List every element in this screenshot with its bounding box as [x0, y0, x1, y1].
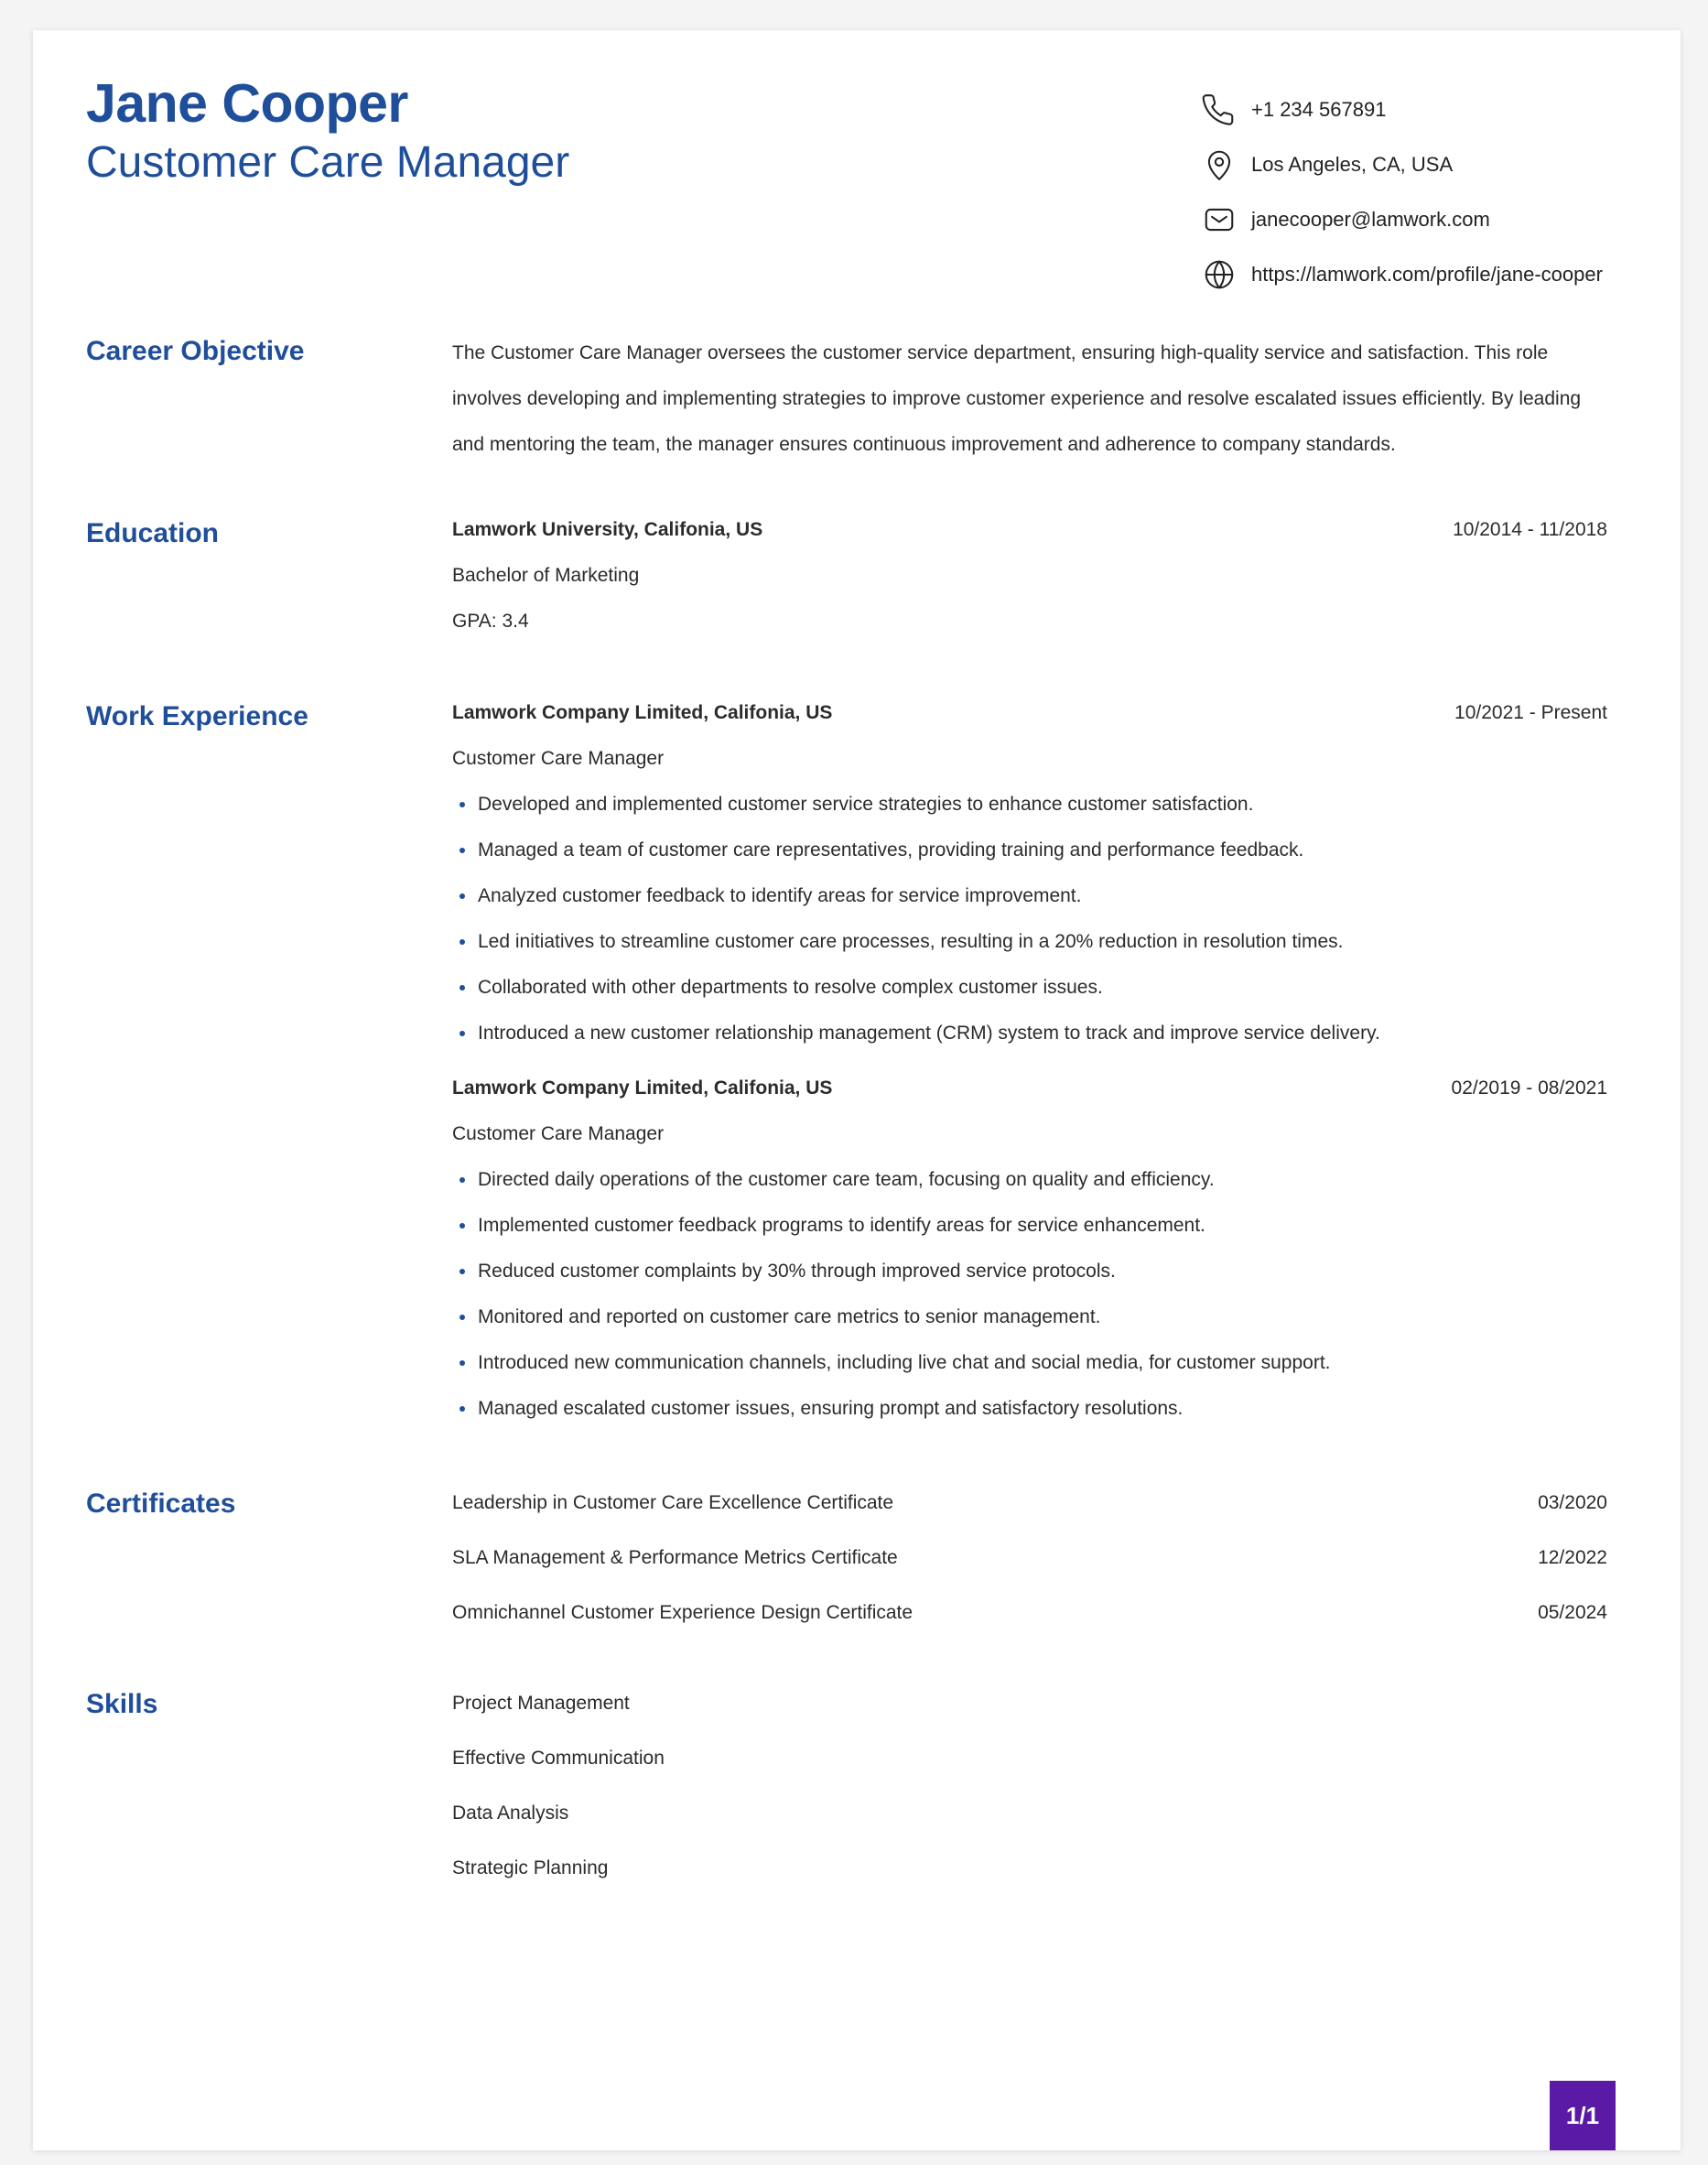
list-item	[452, 828, 1607, 873]
candidate-name: Jane Cooper	[86, 73, 408, 134]
education-header-row	[452, 507, 1607, 553]
bullet-dot	[459, 1269, 465, 1274]
list-item	[452, 1294, 1607, 1340]
certificate-row	[452, 1586, 1607, 1640]
bullet-text: Developed and implemented customer service strategies to enhance customer satisfaction.	[478, 794, 1254, 815]
phone-text[interactable]: +1 234 567891	[1251, 98, 1387, 121]
list-item	[452, 965, 1607, 1011]
list-item	[452, 873, 1607, 919]
bullet-text: Analyzed customer feedback to identify areas for service improvement.	[478, 885, 1082, 906]
job-header-row	[452, 1066, 1607, 1111]
work-experience-body	[452, 690, 1607, 1441]
list-item	[452, 1011, 1607, 1056]
job-bullets	[452, 1157, 1607, 1432]
job-dates: 10/2021 - Present	[1454, 702, 1607, 723]
list-item	[452, 1340, 1607, 1386]
school-name: Lamwork University, Califonia, US	[452, 519, 763, 540]
career-objective-body	[452, 336, 1607, 468]
certificate-name: Leadership in Customer Care Excellence Certificate	[452, 1492, 894, 1513]
location-text: Los Angeles, CA, USA	[1251, 153, 1454, 176]
list-item	[452, 782, 1607, 828]
degree: Bachelor of Marketing	[452, 565, 640, 586]
contact-email	[1202, 192, 1641, 247]
certificate-date: 12/2022	[1538, 1547, 1607, 1568]
job-role: Customer Care Manager	[452, 1123, 665, 1144]
skills-body	[452, 1676, 1607, 1896]
certificate-name: SLA Management & Performance Metrics Certificate	[452, 1547, 898, 1568]
contact-phone	[1202, 82, 1641, 137]
bullet-dot	[459, 939, 465, 945]
job-company: Lamwork Company Limited, Califonia, US	[452, 1077, 833, 1099]
work-experience-heading: Work Experience	[86, 701, 308, 731]
job-entry	[452, 1066, 1607, 1432]
email-text[interactable]: janecooper@lamwork.com	[1251, 208, 1490, 231]
list-item	[452, 1203, 1607, 1249]
phone-icon	[1202, 92, 1237, 127]
contact-website	[1202, 247, 1641, 302]
education-heading: Education	[86, 518, 220, 548]
list-item	[452, 1157, 1607, 1203]
bullet-text: Collaborated with other departments to resolve complex customer issues.	[478, 977, 1103, 998]
bullet-text: Reduced customer complaints by 30% through improved service protocols.	[478, 1261, 1116, 1282]
bullet-dot	[459, 1315, 465, 1320]
bullet-text: Led initiatives to streamline customer care processes, resulting in a 20% reduction in resolution times.	[478, 931, 1344, 952]
bullet-text: Introduced new communication channels, including live chat and social media, for customer support.	[478, 1352, 1331, 1373]
bullet-text: Directed daily operations of the customer care team, focusing on quality and efficiency.	[478, 1169, 1215, 1190]
bullet-dot	[459, 1177, 465, 1183]
bullet-dot	[459, 802, 465, 807]
skill-item: Effective Communication	[452, 1748, 665, 1769]
list-item	[452, 1249, 1607, 1294]
bullet-dot	[459, 893, 465, 899]
website-link[interactable]: https://lamwork.com/profile/jane-cooper	[1251, 263, 1603, 286]
contact-list	[1202, 82, 1641, 302]
list-item	[452, 919, 1607, 965]
bullet-dot	[459, 1360, 465, 1366]
job-company: Lamwork Company Limited, Califonia, US	[452, 702, 833, 723]
bullet-text: Managed escalated customer issues, ensuring prompt and satisfactory resolutions.	[478, 1398, 1184, 1419]
skill-item: Data Analysis	[452, 1802, 569, 1824]
career-objective-text: The Customer Care Manager oversees the customer service department, ensuring high-quality service and satisfaction. This role involves developing and implementing strategies to improve customer experience and resolve escalated issues efficiently. By leading and mentoring the team, the manager ensures continuous improvement and adherence to company standards.	[452, 342, 1582, 455]
certificate-name: Omnichannel Customer Experience Design Certificate	[452, 1602, 913, 1623]
bullet-dot	[459, 1406, 465, 1412]
education-dates: 10/2014 - 11/2018	[1453, 519, 1607, 540]
job-bullets	[452, 782, 1607, 1056]
certificate-row	[452, 1531, 1607, 1586]
job-dates: 02/2019 - 08/2021	[1451, 1077, 1607, 1099]
certificate-date: 03/2020	[1538, 1492, 1607, 1513]
certificate-date: 05/2024	[1538, 1602, 1607, 1623]
bullet-text: Implemented customer feedback programs to identify areas for service enhancement.	[478, 1215, 1205, 1236]
bullet-dot	[459, 1223, 465, 1229]
location-pin-icon	[1202, 147, 1237, 182]
skill-item: Project Management	[452, 1693, 630, 1714]
globe-icon	[1202, 257, 1237, 292]
certificate-row	[452, 1476, 1607, 1531]
bullet-dot	[459, 985, 465, 990]
bullet-text: Monitored and reported on customer care metrics to senior management.	[478, 1306, 1101, 1327]
skill-item: Strategic Planning	[452, 1857, 609, 1878]
bullet-text: Introduced a new customer relationship management (CRM) system to track and improve service delivery.	[478, 1023, 1380, 1044]
resume-page	[33, 30, 1681, 2150]
list-item	[452, 1386, 1607, 1432]
envelope-icon	[1202, 202, 1237, 237]
gpa: GPA: 3.4	[452, 611, 529, 632]
job-entry	[452, 690, 1607, 1056]
job-role: Customer Care Manager	[452, 748, 665, 769]
education-body	[452, 507, 1607, 644]
bullet-text: Managed a team of customer care representatives, providing training and performance feedback.	[478, 839, 1304, 861]
certificates-body	[452, 1476, 1607, 1640]
candidate-title: Customer Care Manager	[86, 138, 570, 187]
bullet-dot	[459, 848, 465, 853]
job-header-row	[452, 690, 1607, 736]
career-objective-heading: Career Objective	[86, 336, 305, 366]
bullet-dot	[459, 1031, 465, 1036]
page-number-badge[interactable]: 1/1	[1550, 2081, 1616, 2150]
contact-location	[1202, 137, 1641, 192]
certificates-heading: Certificates	[86, 1488, 236, 1519]
skills-heading: Skills	[86, 1689, 158, 1719]
